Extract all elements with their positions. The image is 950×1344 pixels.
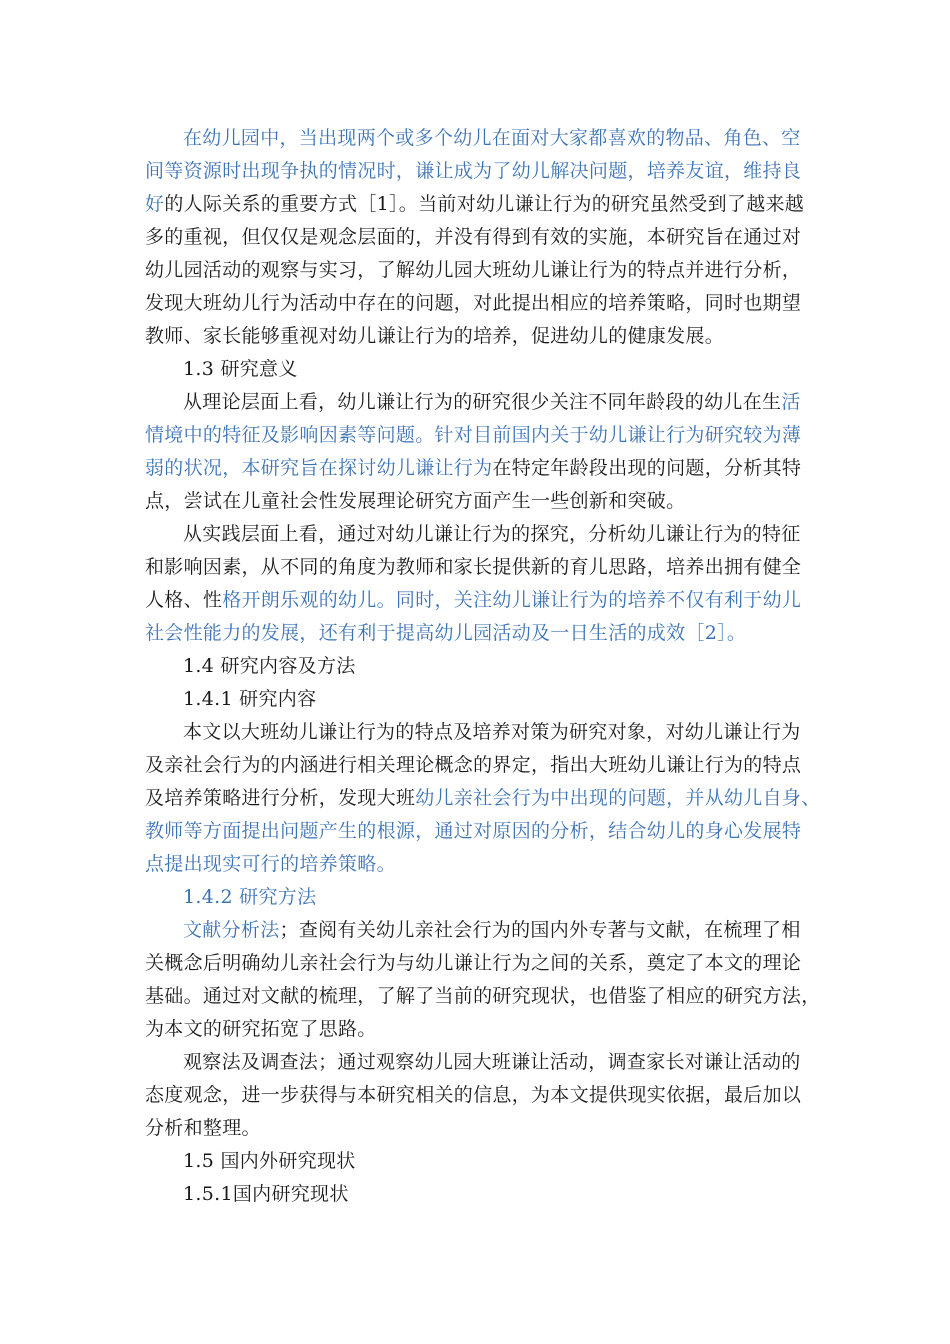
- text-line: [145, 815, 825, 847]
- highlighted-text: 文献分析法: [183, 919, 280, 941]
- text-line: [145, 617, 825, 649]
- highlighted-text: 社会性能力的发展，还有利于提高幼儿园活动及一日生活的成效［2］。: [145, 622, 747, 644]
- highlighted-text: 间等资源时出现争执的情况时，谦让成为了幼儿解决问题，培养友谊，维持良: [145, 160, 802, 182]
- body-text: 多的重视，但仅仅是观念层面的，并没有得到有效的实施，本研究旨在通过对: [145, 226, 802, 248]
- text-line: [145, 749, 825, 781]
- text-line: [183, 716, 825, 748]
- body-text: 从理论层面上看，幼儿谦让行为的研究很少关注不同年龄段的幼儿在生: [183, 391, 782, 413]
- text-line: [145, 584, 825, 616]
- body-text: 1.4 研究内容及方法: [183, 655, 356, 677]
- text-line: [183, 122, 825, 154]
- text-line: [183, 1145, 825, 1177]
- body-text: 人格、性: [145, 589, 223, 611]
- text-line: [183, 881, 825, 913]
- text-line: [145, 1013, 825, 1045]
- highlighted-text: 弱的状况，本研究旨在探讨幼儿谦让行为: [145, 457, 493, 479]
- text-line: [183, 650, 825, 682]
- text-line: [145, 947, 825, 979]
- text-line: [145, 782, 825, 814]
- text-line: [183, 518, 825, 550]
- text-line: [145, 320, 825, 352]
- text-line: [145, 419, 825, 451]
- text-line: [183, 914, 825, 946]
- body-text: 的人际关系的重要方式［1］。当前对幼儿谦让行为的研究虽然受到了越来越: [164, 193, 805, 215]
- text-line: [145, 848, 825, 880]
- text-line: [183, 1178, 825, 1210]
- body-text: 基础。通过对文献的梳理，了解了当前的研究现状，也借鉴了相应的研究方法，: [145, 985, 821, 1007]
- highlighted-text: 活: [781, 391, 801, 413]
- body-text: 及培养策略进行分析，发现大班: [145, 787, 416, 809]
- text-line: [145, 1079, 825, 1111]
- highlighted-text: 点提出现实可行的培养策略。: [145, 853, 396, 875]
- highlighted-text: 好: [145, 193, 165, 215]
- body-text: 观察法及调查法；通过观察幼儿园大班谦让活动，调查家长对谦让活动的: [183, 1051, 801, 1073]
- body-text: 为本文的研究拓宽了思路。: [145, 1018, 377, 1040]
- highlighted-text: 教师等方面提出问题产生的根源，通过对原因的分析，结合幼儿的身心发展特: [145, 820, 802, 842]
- text-line: [145, 980, 825, 1012]
- text-line: [145, 452, 825, 484]
- body-text: 1.5 国内外研究现状: [183, 1150, 356, 1172]
- highlighted-text: 格开朗乐观的幼儿。同时，关注幼儿谦让行为的培养不仅有利于幼儿: [222, 589, 802, 611]
- body-text: 1.3 研究意义: [183, 358, 298, 380]
- body-text: 态度观念，进一步获得与本研究相关的信息，为本文提供现实依据，最后加以: [145, 1084, 802, 1106]
- text-line: [145, 155, 825, 187]
- body-text: 点，尝试在儿童社会性发展理论研究方面产生一些创新和突破。: [145, 490, 686, 512]
- text-line: [183, 683, 825, 715]
- text-line: [183, 1046, 825, 1078]
- body-text: 1.5.1国内研究现状: [183, 1183, 349, 1205]
- body-text: 从实践层面上看，通过对幼儿谦让行为的探究，分析幼儿谦让行为的特征: [183, 523, 801, 545]
- body-text: 教师、家长能够重视对幼儿谦让行为的培养，促进幼儿的健康发展。: [145, 325, 725, 347]
- text-line: [145, 287, 825, 319]
- body-text: 和影响因素，从不同的角度为教师和家长提供新的育儿思路，培养出拥有健全: [145, 556, 802, 578]
- text-line: [183, 353, 825, 385]
- text-line: [183, 386, 825, 418]
- highlighted-text: 幼儿亲社会行为中出现的问题，并从幼儿自身、: [415, 787, 821, 809]
- body-text: 1.4.1 研究内容: [183, 688, 317, 710]
- body-text: 发现大班幼儿行为活动中存在的问题，对此提出相应的培养策略，同时也期望: [145, 292, 802, 314]
- body-text: 分析和整理。: [145, 1117, 261, 1139]
- text-line: [145, 221, 825, 253]
- body-text: 在特定年龄段出现的问题，分析其特: [492, 457, 802, 479]
- text-line: [145, 254, 825, 286]
- text-line: [145, 1112, 825, 1144]
- text-line: [145, 188, 825, 220]
- highlighted-text: 1.4.2 研究方法: [183, 886, 317, 908]
- body-text: ；查阅有关幼儿亲社会行为的国内外专著与文献，在梳理了相: [279, 919, 801, 941]
- highlighted-text: 在幼儿园中，当出现两个或多个幼儿在面对大家都喜欢的物品、角色、空: [183, 127, 801, 149]
- highlighted-text: 情境中的特征及影响因素等问题。针对目前国内关于幼儿谦让行为研究较为薄: [145, 424, 802, 446]
- body-text: 本文以大班幼儿谦让行为的特点及培养对策为研究对象，对幼儿谦让行为: [183, 721, 801, 743]
- body-text: 及亲社会行为的内涵进行相关理论概念的界定，指出大班幼儿谦让行为的特点: [145, 754, 802, 776]
- text-line: [145, 485, 825, 517]
- text-line: [145, 551, 825, 583]
- body-text: 幼儿园活动的观察与实习，了解幼儿园大班幼儿谦让行为的特点并进行分析，: [145, 259, 802, 281]
- body-text: 关概念后明确幼儿亲社会行为与幼儿谦让行为之间的关系，奠定了本文的理论: [145, 952, 802, 974]
